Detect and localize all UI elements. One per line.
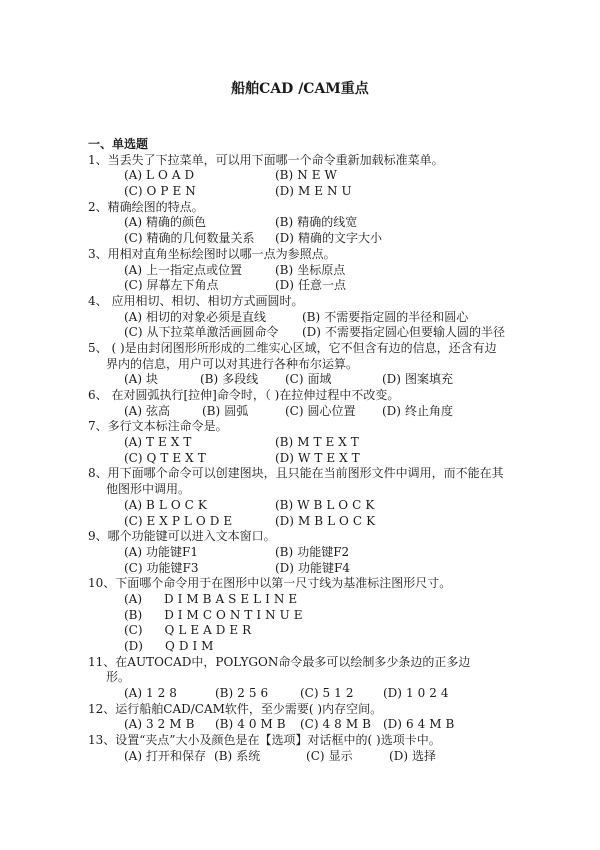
question-12 <box>88 702 588 733</box>
option-label: (A) <box>124 262 143 277</box>
option-d[interactable] <box>383 717 466 733</box>
option-label: (B) <box>124 607 143 622</box>
question-8 <box>88 466 588 529</box>
option-label: (C) <box>285 372 304 387</box>
option-d[interactable] <box>275 514 387 530</box>
option-row <box>88 749 588 765</box>
question-9 <box>88 529 588 576</box>
option-text: 终止角度 <box>404 403 453 418</box>
option-row <box>88 310 588 326</box>
question-number: 1、 <box>88 152 108 167</box>
option-label: (B) <box>200 372 219 387</box>
option-label: (C) <box>124 450 143 465</box>
option-text: 从下拉菜单激活画圆命令 <box>146 325 279 340</box>
option-b[interactable] <box>200 372 285 388</box>
option-a[interactable] <box>124 310 302 326</box>
question-text-line <box>88 200 588 216</box>
option-text: 多段线 <box>222 372 259 387</box>
question-text-line <box>88 529 588 545</box>
option-c[interactable] <box>300 686 383 702</box>
question-text-line <box>88 294 588 310</box>
option-label: (B) <box>215 717 234 732</box>
option-row <box>88 184 588 200</box>
option-text: 512 <box>322 686 358 701</box>
option-label: (A) <box>124 309 143 324</box>
option-c[interactable] <box>306 749 389 765</box>
option-c[interactable] <box>124 451 275 467</box>
question-number: 12、 <box>88 701 116 716</box>
question-text: 在AUTOCAD中，POLYGON命令最多可以绘制多少条边的正多边 <box>115 654 471 669</box>
option-label: (A) <box>124 215 143 230</box>
question-text: 形。 <box>106 670 131 685</box>
question-number: 6、 <box>88 388 108 402</box>
option-b[interactable] <box>202 404 285 420</box>
option-d[interactable] <box>382 404 461 420</box>
option-text: LOAD <box>146 168 199 183</box>
option-b[interactable] <box>275 498 386 514</box>
option-b[interactable] <box>275 545 357 561</box>
question-10 <box>88 576 588 654</box>
option-text: 不需要指定圆的半径和圆心 <box>324 309 469 324</box>
option-row <box>88 592 588 608</box>
option-label: (D) <box>275 513 294 528</box>
question-6 <box>88 388 588 419</box>
option-b[interactable] <box>302 310 476 326</box>
question-3 <box>88 247 588 294</box>
question-5 <box>88 341 588 388</box>
option-row <box>88 325 588 341</box>
option-label: (C) <box>124 278 143 293</box>
option-label: (C) <box>124 623 143 638</box>
option-row <box>88 498 588 514</box>
option-c[interactable] <box>124 231 275 247</box>
option-c[interactable] <box>285 404 382 420</box>
option-label: (A) <box>124 748 143 763</box>
question-text: ( )是由封闭图形所形成的二维实心区域，它不但含有边的信息，还含有边 <box>107 340 497 355</box>
option-b[interactable] <box>275 435 371 451</box>
option-a[interactable] <box>124 168 275 184</box>
question-13 <box>88 733 588 764</box>
option-text: MTEXT <box>297 435 363 450</box>
option-c[interactable] <box>285 372 382 388</box>
option-label: (A) <box>124 435 143 450</box>
option-label: (D) <box>275 184 294 199</box>
option-a[interactable] <box>124 498 275 514</box>
question-text-line <box>88 702 588 718</box>
option-b[interactable] <box>275 215 365 231</box>
option-text: 功能键F4 <box>297 560 350 575</box>
question-list <box>88 137 588 765</box>
option-text: 屏幕左下角点 <box>146 278 219 293</box>
option-c[interactable] <box>124 325 302 341</box>
option-label: (A) <box>124 717 143 732</box>
option-text: 32MB <box>146 717 199 732</box>
option-label: (B) <box>275 544 294 559</box>
option-text: WTEXT <box>297 450 364 465</box>
option-text: 坐标原点 <box>297 262 346 277</box>
option-text: DIMCONTINUE <box>164 607 307 622</box>
option-d[interactable] <box>383 686 461 702</box>
option-text: 精确的文字大小 <box>297 231 382 246</box>
option-label: (A) <box>124 497 143 512</box>
option-label: (D) <box>383 717 402 732</box>
option-label: (B) <box>215 686 234 701</box>
option-label: (C) <box>124 513 143 528</box>
option-b[interactable] <box>124 608 314 624</box>
option-text: 选择 <box>412 748 437 763</box>
option-a[interactable] <box>124 592 309 608</box>
option-a[interactable] <box>124 749 214 765</box>
option-text: 功能键F2 <box>297 544 350 559</box>
option-text: QTEXT <box>146 450 210 465</box>
option-label: (D) <box>275 278 294 293</box>
option-text: 显示 <box>328 748 353 763</box>
option-c[interactable] <box>124 561 275 577</box>
option-text: 功能键F1 <box>146 544 198 559</box>
option-text: QDIM <box>164 639 218 653</box>
option-label: (B) <box>275 435 294 450</box>
option-c[interactable] <box>124 623 263 639</box>
document-title: 船舶CAD /CAM重点 <box>231 81 369 97</box>
question-text-line <box>88 388 588 404</box>
option-row <box>88 608 588 624</box>
question-text: 下面哪个命令用于在图形中以第一尺寸线为基准标注图形尺寸。 <box>115 576 452 591</box>
question-4 <box>88 294 588 341</box>
option-text: 功能键F3 <box>146 560 199 575</box>
option-d[interactable] <box>275 231 390 247</box>
option-text: 48MB <box>322 717 375 732</box>
question-text: 设置“夹点”大小及颜色是在【选项】对话框中的( )选项卡中。 <box>115 733 441 748</box>
option-label: (C) <box>124 325 143 340</box>
option-label: (A) <box>124 372 143 387</box>
question-text-line <box>88 466 588 482</box>
option-text: WBLOCK <box>297 497 379 512</box>
option-row <box>88 263 588 279</box>
option-b[interactable] <box>214 749 306 765</box>
option-label: (A) <box>124 591 143 606</box>
option-label: (D) <box>382 403 401 418</box>
option-text: 块 <box>146 372 159 387</box>
option-label: (B) <box>302 309 321 324</box>
option-a[interactable] <box>124 545 275 561</box>
option-text: QLEADER <box>164 623 256 638</box>
option-label: (A) <box>124 544 143 559</box>
question-11 <box>88 655 588 702</box>
section-heading: 一、单选题 <box>88 137 149 151</box>
question-text-line <box>88 153 588 169</box>
option-d[interactable] <box>382 372 461 388</box>
option-c[interactable] <box>124 514 275 530</box>
option-label: (D) <box>302 325 321 340</box>
option-label: (D) <box>275 560 294 575</box>
option-c[interactable] <box>124 278 275 294</box>
option-a[interactable] <box>124 435 275 451</box>
question-text-line <box>88 482 588 498</box>
option-text: 64MB <box>405 717 459 732</box>
option-d[interactable] <box>275 451 372 467</box>
option-row <box>88 514 588 530</box>
question-text: 多行文本标注命令是。 <box>107 419 228 434</box>
option-label: (C) <box>300 717 319 732</box>
option-label: (C) <box>124 560 143 575</box>
option-label: (B) <box>275 215 294 230</box>
question-text: 用下面哪个命令可以创建图块，且只能在当前图形文件中调用，而不能在其 <box>107 466 504 481</box>
option-text: DIMBASELINE <box>164 591 302 606</box>
question-text: 运行船舶CAD/CAM软件，至少需要( )内存空间。 <box>115 701 383 716</box>
option-label: (B) <box>275 262 294 277</box>
option-row <box>88 278 588 294</box>
option-label: (B) <box>202 403 221 418</box>
option-label: (C) <box>285 403 304 418</box>
option-b[interactable] <box>275 168 349 184</box>
option-label: (B) <box>214 748 233 763</box>
option-text: 任意一点 <box>297 278 346 293</box>
option-text: BLOCK <box>146 497 211 512</box>
option-text: 128 <box>146 686 181 701</box>
option-text: 上一指定点或位置 <box>146 262 243 277</box>
question-7 <box>88 419 588 466</box>
option-label: (C) <box>124 184 143 199</box>
question-text: 哪个功能键可以进入文本窗口。 <box>107 529 276 544</box>
option-row <box>88 545 588 561</box>
option-row <box>88 639 588 655</box>
question-number: 11、 <box>88 654 116 669</box>
option-a[interactable] <box>124 717 215 733</box>
question-number: 4、 <box>88 293 108 308</box>
option-label: (A) <box>124 686 143 701</box>
question-number: 3、 <box>88 246 108 261</box>
question-number: 9、 <box>88 529 108 544</box>
option-label: (A) <box>124 403 143 418</box>
question-text: 界内的信息，用户可以对其进行各种布尔运算。 <box>106 356 359 371</box>
option-row <box>88 623 588 639</box>
option-text: 256 <box>237 686 273 701</box>
question-number: 10、 <box>88 576 116 591</box>
question-text-line <box>88 655 588 671</box>
option-label: (D) <box>275 231 294 246</box>
option-label: (C) <box>306 748 325 763</box>
option-a[interactable] <box>124 404 202 420</box>
option-row <box>88 231 588 247</box>
option-text: MBLOCK <box>297 513 380 528</box>
option-b[interactable] <box>215 717 300 733</box>
option-a[interactable] <box>124 215 275 231</box>
option-label: (C) <box>124 231 143 246</box>
option-b[interactable] <box>275 263 353 279</box>
option-label: (B) <box>275 497 294 512</box>
option-label: (A) <box>124 168 143 183</box>
option-d[interactable] <box>124 639 225 655</box>
question-number: 7、 <box>88 419 108 434</box>
question-1 <box>88 153 588 200</box>
question-text-line <box>88 357 588 373</box>
option-row <box>88 435 588 451</box>
option-row <box>88 404 588 420</box>
option-text: 不需要指定圆心但要输人圆的半径 <box>324 325 505 340</box>
option-text: 精确的颜色 <box>146 215 207 230</box>
option-a[interactable] <box>124 263 275 279</box>
option-text: MENU <box>297 184 356 199</box>
option-d[interactable] <box>302 325 513 341</box>
option-d[interactable] <box>275 561 358 577</box>
option-text: 精确的几何数量关系 <box>146 231 255 246</box>
question-text-line <box>88 576 588 592</box>
option-text: 圆心位置 <box>307 403 356 418</box>
option-label: (D) <box>382 372 401 387</box>
option-label: (D) <box>389 748 409 763</box>
question-text-line <box>88 670 588 686</box>
option-text: 面域 <box>307 372 332 387</box>
option-text: 弦高 <box>146 403 171 418</box>
question-text-line <box>88 419 588 435</box>
option-c[interactable] <box>300 717 383 733</box>
question-text: 当丢失了下拉菜单，可以用下面哪一个命令重新加载标准菜单。 <box>107 152 444 167</box>
option-row <box>88 215 588 231</box>
question-text-line <box>88 733 588 749</box>
question-text-line <box>88 341 588 357</box>
option-text: 圆弧 <box>224 403 249 418</box>
question-text: 精确绘图的特点。 <box>107 199 204 214</box>
option-text: NEW <box>297 168 341 183</box>
option-d[interactable] <box>275 184 364 200</box>
question-text: 应用相切、相切、相切方式画圆时。 <box>107 293 304 308</box>
question-number: 8、 <box>88 466 108 481</box>
option-label: (D) <box>275 450 294 465</box>
option-row <box>88 451 588 467</box>
option-text: OPEN <box>146 184 200 199</box>
option-text: 1024 <box>405 686 453 701</box>
question-text: 在对圆弧执行[拉伸]命令时，（ )在拉伸过程中不改变。 <box>107 388 400 402</box>
option-text: 相切的对象必须是直线 <box>146 309 267 324</box>
option-row <box>88 686 588 702</box>
option-text: 打开和保存 <box>146 748 207 763</box>
option-d[interactable] <box>275 278 354 294</box>
question-number: 2、 <box>88 199 108 214</box>
option-text: TEXT <box>146 435 196 450</box>
option-c[interactable] <box>124 184 275 200</box>
option-row <box>88 168 588 184</box>
question-text: 他图形中调用。 <box>106 482 191 497</box>
option-row <box>88 717 588 733</box>
question-2 <box>88 200 588 247</box>
option-b[interactable] <box>215 686 300 702</box>
option-label: (D) <box>383 686 402 701</box>
option-a[interactable] <box>124 686 215 702</box>
option-d[interactable] <box>389 749 444 765</box>
question-number: 5、 <box>88 340 108 355</box>
option-row <box>88 561 588 577</box>
question-text-line <box>88 247 588 263</box>
option-text: 图案填充 <box>404 372 453 387</box>
option-text: 精确的线宽 <box>297 215 358 230</box>
option-label: (B) <box>275 168 294 183</box>
question-text: 用相对直角坐标绘图时以哪一点为参照点。 <box>107 246 336 261</box>
question-number: 13、 <box>88 733 116 748</box>
option-text: 40MB <box>237 717 290 732</box>
option-row <box>88 372 588 388</box>
option-label: (C) <box>300 686 319 701</box>
option-a[interactable] <box>124 372 200 388</box>
option-text: 系统 <box>236 748 261 763</box>
option-text: EXPLODE <box>146 513 237 528</box>
option-label: (D) <box>124 639 143 653</box>
